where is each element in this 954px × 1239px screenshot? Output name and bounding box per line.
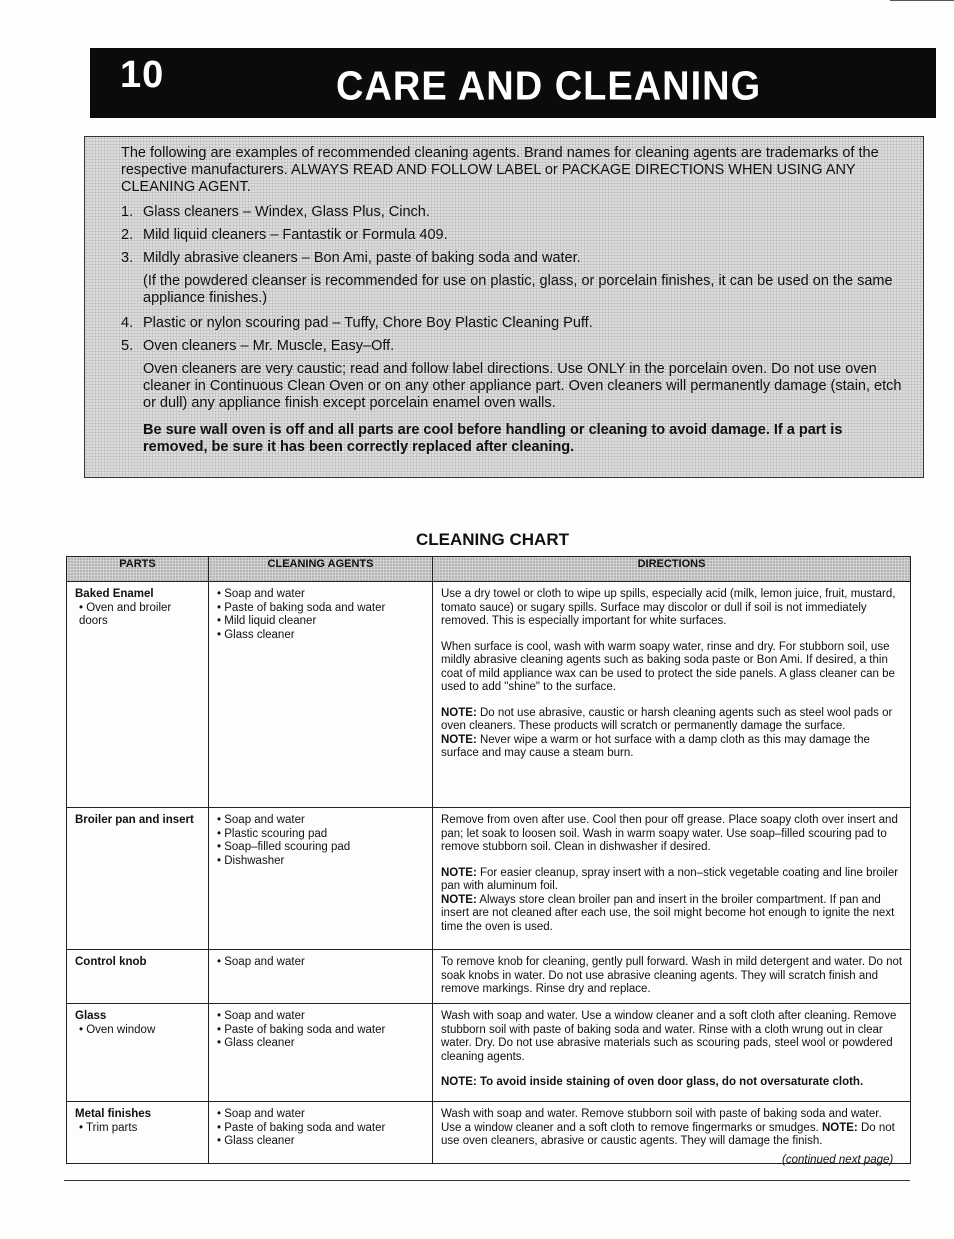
part-name: Baked Enamel — [75, 588, 154, 600]
cleaning-agents-notice — [84, 136, 924, 478]
agent-item: • Soap and water — [217, 1108, 426, 1122]
page-number: 10 — [120, 54, 165, 96]
note-text: Always store clean broiler pan and insert in the broiler compartment. If pan and insert are not cleaned after each use, the soil might become hot enough to ignite the next time the oven is used. — [441, 893, 895, 933]
item-number: 4. — [121, 315, 134, 331]
part-cell — [67, 950, 209, 1004]
note-label: NOTE: — [441, 733, 477, 746]
agents-list — [217, 956, 426, 970]
table-row — [67, 1004, 911, 1102]
continued-note: (continued next page) — [782, 1154, 894, 1166]
item-text: Plastic or nylon scouring pad – Tuffy, Chore Boy Plastic Cleaning Puff. — [143, 315, 593, 331]
directions-cell — [433, 950, 911, 1004]
part-name: Metal finishes — [75, 1108, 152, 1120]
directions-text: Use a dry towel or cloth to wipe up spills, especially acid (milk, lemon juice, fruit, mustard, tomato sauce) or sugary spills. Surface may discolor or dull if soil is not immediately removed. This is especially important for white surfaces. — [441, 588, 896, 627]
agent-item: • Glass cleaner — [217, 1037, 426, 1051]
agent-item: • Soap and water — [217, 1010, 426, 1024]
part-cell — [67, 1004, 209, 1102]
chart-title: CLEANING CHART — [416, 530, 569, 549]
agent-example-item — [121, 338, 905, 355]
note-text: Do not use oven cleaners, abrasive or caustic agents. They will damage the finish. — [441, 1121, 895, 1147]
directions-cell — [433, 808, 911, 950]
agent-item: • Mild liquid cleaner — [217, 615, 426, 629]
header-directions: DIRECTIONS — [433, 557, 911, 582]
item-number: 2. — [121, 227, 134, 243]
item5-note: Oven cleaners are very caustic; read and follow label directions. Use ONLY in the porcelain oven. Do not use oven cleaner in Continuous Clean Oven or on any other appliance part. Oven cleaners will permanently damage (stain, etch or dull) any appliance finish except porcelain enamel oven walls. — [143, 361, 902, 411]
agent-item: • Glass cleaner — [217, 629, 426, 643]
agents-list — [217, 814, 426, 868]
note-text: Do not use abrasive, caustic or harsh cleaning agents such as steel wool pads or oven cleaners. These products will scratch or permanently damage the surface. — [441, 706, 893, 732]
agent-example-item — [121, 227, 905, 244]
part-subitem: • Trim parts — [79, 1121, 138, 1134]
agents-list — [217, 1010, 426, 1051]
agent-item: • Paste of baking soda and water — [217, 1024, 426, 1038]
bottom-rule — [64, 1180, 910, 1181]
agent-item: • Soap and water — [217, 956, 426, 970]
part-subitem: • Oven window — [79, 1023, 156, 1036]
note-text: For easier cleanup, spray insert with a non–stick vegetable coating and line broiler pan with aluminum foil. — [441, 866, 899, 892]
item-text: Mildly abrasive cleaners – Bon Ami, paste of baking soda and water. — [143, 250, 581, 266]
safety-warning: Be sure wall oven is off and all parts are cool before handling or cleaning to avoid damage. If a part is removed, be sure it has been correctly replaced after cleaning. — [143, 422, 843, 455]
agent-examples-list — [121, 204, 905, 267]
item3-note: (If the powdered cleanser is recommended for use on plastic, glass, or porcelain finishes, it can be used on the same appliance finishes.) — [143, 273, 893, 306]
agents-cell — [209, 808, 433, 950]
agents-list — [217, 588, 426, 642]
note-label: NOTE: — [441, 706, 477, 719]
section-header — [90, 48, 936, 118]
item-number: 5. — [121, 338, 134, 354]
part-cell — [67, 1102, 209, 1164]
directions-text — [441, 1108, 904, 1149]
item-text: Glass cleaners – Windex, Glass Plus, Cinch. — [143, 204, 430, 220]
directions-sentence: Wash with soap and water. Remove stubborn soil with paste of baking soda and water. Use a window cleaner and a soft cloth to remove fingermarks or smudges. — [441, 1108, 882, 1134]
note-label: NOTE: — [821, 1121, 858, 1134]
item-number: 3. — [121, 250, 134, 266]
notice-intro: The following are examples of recommended cleaning agents. Brand names for cleaning agents are trademarks of the respective manufacturers. ALWAYS READ AND FOLLOW LABEL or PACKAGE DIRECTIONS WHEN USING ANY CLEANING AGENT. — [121, 145, 879, 195]
directions-note — [441, 867, 904, 935]
directions-note — [441, 707, 904, 761]
note-text: Never wipe a warm or hot surface with a damp cloth as this may damage the surface and may cause a steam burn. — [441, 733, 870, 759]
table-row — [67, 950, 911, 1004]
agents-list — [217, 1108, 426, 1149]
table-header-row — [67, 557, 911, 582]
agents-cell — [209, 1102, 433, 1164]
agent-example-item — [121, 204, 905, 221]
note-label: NOTE: — [441, 893, 477, 906]
agents-cell — [209, 950, 433, 1004]
top-rule — [890, 0, 954, 1]
agent-item: • Soap–filled scouring pad — [217, 841, 426, 855]
directions-cell — [433, 1004, 911, 1102]
cleaning-chart-table — [66, 556, 911, 1164]
agent-item: • Paste of baking soda and water — [217, 602, 426, 616]
table-row — [67, 582, 911, 808]
directions-cell — [433, 582, 911, 808]
section-title: CARE AND CLEANING — [336, 64, 762, 110]
part-cell — [67, 582, 209, 808]
agent-item: • Soap and water — [217, 814, 426, 828]
item-number: 1. — [121, 204, 134, 220]
agent-examples-list-cont — [121, 315, 905, 355]
agent-item: • Glass cleaner — [217, 1135, 426, 1149]
agent-item: • Dishwasher — [217, 855, 426, 869]
directions-bold-note: NOTE: To avoid inside staining of oven door glass, do not oversaturate cloth. — [441, 1076, 864, 1088]
directions-text: To remove knob for cleaning, gently pull forward. Wash in mild detergent and water. Do not soak knobs in water. Do not use abrasive cleaning agents. They will scratch finish and remove markings. Rinse dry and replace. — [441, 956, 903, 995]
agent-item: • Soap and water — [217, 588, 426, 602]
agent-example-item — [121, 250, 905, 267]
agent-example-item — [121, 315, 905, 332]
header-parts: PARTS — [67, 557, 209, 582]
item-text: Mild liquid cleaners – Fantastik or Formula 409. — [143, 227, 448, 243]
table-row — [67, 808, 911, 950]
directions-text: When surface is cool, wash with warm soapy water, rinse and dry. For stubborn soil, use mildly abrasive cleaning agents such as baking soda paste or Bon Ami. If desired, a thin coat of mild appliance wax can be used to protect the side panels. A glass cleaner can be used to add "shine" to the surface. — [441, 640, 895, 693]
agent-item: • Plastic scouring pad — [217, 828, 426, 842]
part-name: Broiler pan and insert — [75, 814, 194, 826]
item-text: Oven cleaners – Mr. Muscle, Easy–Off. — [143, 338, 395, 354]
agents-cell — [209, 1004, 433, 1102]
directions-text: Remove from oven after use. Cool then pour off grease. Place soapy cloth over insert and pan; let soak to loosen soil. Wash in warm soapy water. Use soap–filled scouring pad to remove stubborn soil. Clean in dishwasher if desired. — [441, 814, 898, 853]
part-name: Control knob — [75, 956, 147, 968]
part-cell — [67, 808, 209, 950]
agent-item: • Paste of baking soda and water — [217, 1122, 426, 1136]
part-name: Glass — [75, 1010, 107, 1022]
directions-text: Wash with soap and water. Use a window cleaner and a soft cloth after cleaning. Remove stubborn soil with paste of baking soda and water. Rinse with a cloth wrung out in clear water. Dry. Do not use abrasive materials such as scouring pads, steel wool or powdered cleaning agents. — [441, 1010, 897, 1063]
header-agents: CLEANING AGENTS — [209, 557, 433, 582]
part-subitem: • Oven and broiler doors — [79, 601, 172, 627]
note-label: NOTE: — [441, 866, 477, 879]
agents-cell — [209, 582, 433, 808]
